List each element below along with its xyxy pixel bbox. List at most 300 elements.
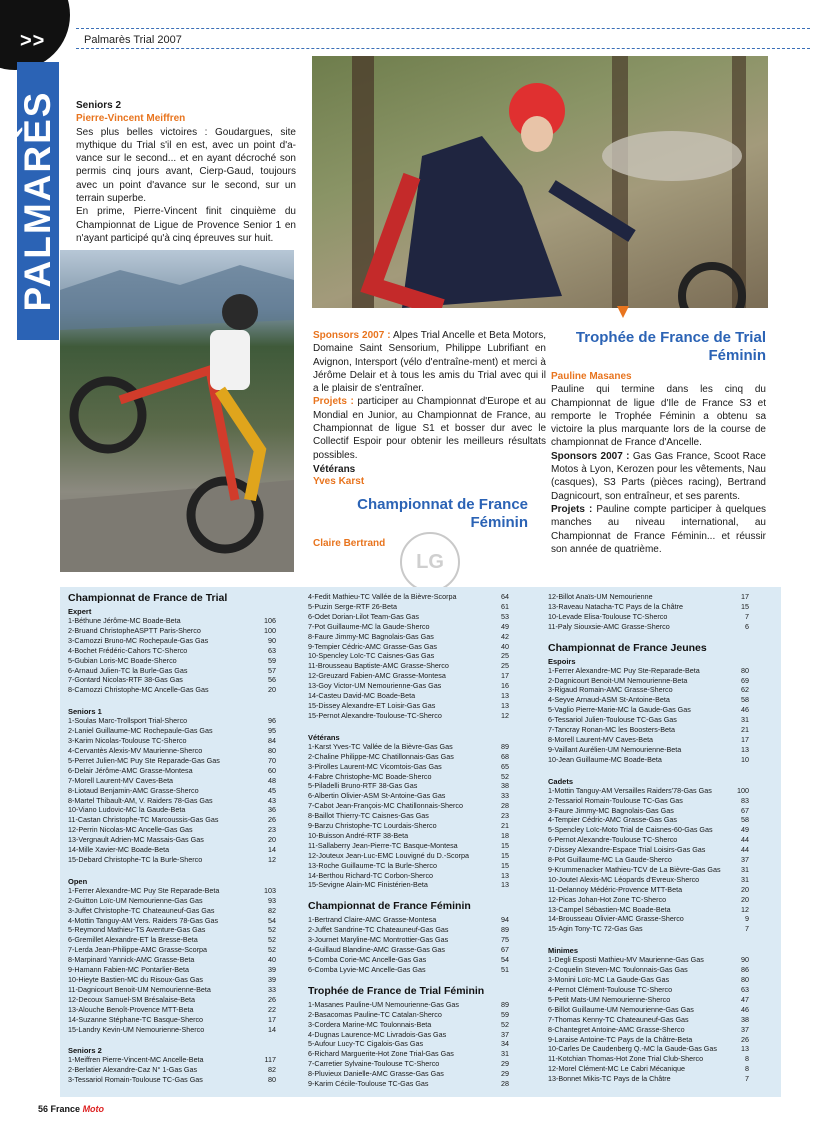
result-name: 2-Coquelin Steven-MC Toulonnais-Gas Gas: [548, 965, 688, 975]
result-name: 4-Pernot Clément-Toulouse TC-Sherco: [548, 985, 673, 994]
result-row: [68, 945, 290, 955]
result-name: 10-Jean Guillaume-MC Boade-Beta: [548, 754, 662, 764]
list-open: [68, 886, 290, 1035]
list-trophy: [308, 1000, 523, 1089]
result-points: 100: [264, 625, 276, 635]
result-name: 6-Billot Guillaume-UM Nemourienne-Gas Gas: [548, 1004, 694, 1014]
result-name: 11-Kotchian Thomas-Hot Zone Trial Club-Sherco: [548, 1054, 704, 1064]
result-row: [68, 955, 290, 965]
result-points: 52: [268, 935, 276, 945]
intro-paragraph-1: Ses plus belles victoires : Goudargues, site mythique du Trial s'il en est, avec un point d'a-vance sur le second... et en ayant décroché son permis cinq jours avant, Cierp-Gaud, toujours avec un point d'avance sur le second, sur un terrain superbe.: [76, 126, 296, 205]
result-name: 3-Faure Jimmy-MC Bagnolais-Gas Gas: [548, 805, 674, 815]
header-divider: [76, 48, 810, 49]
result-name: 1-Masanes Pauline-UM Nemourienne-Gas Gas: [308, 999, 460, 1009]
result-points: 31: [741, 864, 749, 874]
result-points: 6: [745, 621, 749, 631]
result-name: 14-Brousseau Olivier-AMC Grasse-Sherco: [548, 914, 684, 924]
result-row: [68, 726, 290, 736]
result-name: 8-Marpinard Yannick-AMC Grasse-Beta: [68, 955, 195, 965]
result-row: [308, 955, 523, 965]
list-minimes: [548, 955, 763, 1084]
result-points: 58: [741, 695, 749, 705]
result-points: 84: [268, 736, 276, 746]
result-points: 60: [268, 765, 276, 775]
result-name: 6-Tessariol Julien-Toulouse TC-Gas Gas: [548, 715, 677, 725]
result-points: 7: [745, 924, 749, 934]
result-row: [308, 831, 523, 841]
result-row: [548, 855, 763, 865]
result-points: 64: [501, 592, 509, 601]
result-points: 8: [745, 1054, 749, 1064]
result-name: 1-Degli Esposti Mathieu-MV Maurienne-Gas Gas: [548, 955, 704, 965]
result-row: [548, 806, 763, 816]
result-name: 9-Krummenacker Mathieu-TCV de La Bièvre-Gas Gas: [548, 864, 721, 874]
result-points: 15: [741, 601, 749, 611]
result-name: 11-Dagnicourt Benoit-UM Nemourienne-Beta: [68, 984, 211, 994]
result-row: [68, 925, 290, 935]
spacer: [68, 865, 290, 875]
watermark-logo: LG: [400, 532, 460, 592]
result-row: [308, 965, 523, 975]
list-trophy-cont: [548, 592, 763, 632]
result-row: [548, 1025, 763, 1035]
result-name: 5-Reymond Mathieu-TS Aventure-Gas Gas: [68, 925, 206, 935]
result-name: 7-Dissey Alexandre-Espace Trial Loisirs-Gas Gas: [548, 845, 706, 855]
results-title-jeunes: Championnat de France Jeunes: [548, 641, 707, 654]
result-row: [308, 762, 523, 772]
result-points: 42: [501, 631, 509, 641]
result-name: 9-Tempier Cédric-AMC Grasse-Gas Gas: [308, 641, 438, 651]
result-points: 13: [501, 691, 509, 701]
result-row: [308, 642, 523, 652]
result-row: [308, 752, 523, 762]
result-row: [68, 656, 290, 666]
page-title: Palmarès Trial 2007: [84, 34, 182, 46]
result-points: 8: [745, 1064, 749, 1074]
claire-name: Claire Bertrand: [313, 538, 386, 549]
result-row: [68, 815, 290, 825]
result-name: 5-Perret Julien-MC Puy Ste Reparade-Gas Gas: [68, 755, 220, 765]
result-name: 12-Greuzard Fabien-AMC Grasse-Montesa: [308, 671, 446, 681]
result-name: 4-Fedit Mathieu-TC Vallée de la Bièvre-Scorpa: [308, 592, 457, 601]
veterans-block: [313, 464, 364, 488]
result-name: 10-Buisson André-RTF 38-Beta: [308, 830, 409, 840]
result-points: 89: [501, 741, 509, 751]
result-row: [308, 851, 523, 861]
result-points: 34: [501, 1039, 509, 1049]
result-row: [308, 935, 523, 945]
result-name: 15-Debard Christophe-TC la Burle-Sherco: [68, 854, 203, 864]
result-name: 12-Decoux Samuel-SM Brésalaise-Beta: [68, 994, 196, 1004]
photo-rider-1: [60, 250, 294, 572]
result-row: [308, 1069, 523, 1079]
result-points: 80: [268, 745, 276, 755]
result-row: [308, 841, 523, 851]
result-row: [68, 786, 290, 796]
result-name: 3-Cordera Marine-MC Toulonnais-Beta: [308, 1019, 432, 1029]
result-row: [68, 636, 290, 646]
result-points: 58: [741, 815, 749, 825]
result-points: 68: [501, 751, 509, 761]
result-row: [548, 924, 763, 934]
result-row: [68, 756, 290, 766]
result-points: 89: [501, 999, 509, 1009]
list-expert: [68, 616, 290, 695]
results-column-2: [308, 592, 523, 1089]
result-points: 14: [268, 1024, 276, 1034]
result-row: [548, 735, 763, 745]
result-points: 15: [501, 850, 509, 860]
result-row: [548, 914, 763, 924]
result-row: [308, 1010, 523, 1020]
result-name: 6-Gremillet Alexandre-ET la Bresse-Beta: [68, 935, 198, 945]
result-row: [68, 1075, 290, 1085]
result-row: [308, 801, 523, 811]
spacer: [308, 721, 523, 731]
result-points: 20: [268, 685, 276, 695]
result-points: 65: [501, 761, 509, 771]
result-row: [68, 916, 290, 926]
result-points: 62: [741, 685, 749, 695]
result-points: 20: [268, 835, 276, 845]
result-name: 4-Mottin Tanguy-AM Vers. Raiders 78-Gas Gas: [68, 915, 219, 925]
caption-pointer: [617, 306, 629, 318]
result-name: 2-Juffet Sandrine-TC Chateauneuf-Gas Gas: [308, 925, 449, 935]
result-row: [308, 711, 523, 721]
result-points: 16: [501, 681, 509, 691]
result-row: [68, 666, 290, 676]
result-row: [68, 845, 290, 855]
result-row: [548, 745, 763, 755]
result-name: 10-Hieyte Bastien-MC du Risoux-Gas Gas: [68, 975, 204, 984]
result-name: 4-Tempier Cédric-AMC Grasse-Gas Gas: [548, 815, 678, 825]
result-name: 4-Cervantès Alexis-MV Maurienne-Sherco: [68, 745, 203, 755]
result-row: [548, 715, 763, 725]
result-points: 80: [741, 975, 749, 985]
result-name: 3-Rigaud Romain-AMC Grasse-Sherco: [548, 685, 673, 695]
result-name: 3-Karim Nicolas-Toulouse TC-Sherco: [68, 736, 187, 746]
header-divider-top: [76, 28, 810, 29]
result-row: [68, 685, 290, 695]
result-row: [308, 871, 523, 881]
result-name: 12-Picas Johan-Hot Zone TC-Sherco: [548, 894, 667, 904]
footer: [38, 1104, 104, 1114]
spacer: [548, 765, 763, 775]
result-name: 3-Juffet Christophe-TC Chateauneuf-Gas Gas: [68, 905, 215, 915]
result-row: [548, 825, 763, 835]
result-points: 12: [268, 854, 276, 864]
result-name: 13-Campel Sébastien-MC Boade-Beta: [548, 904, 671, 914]
result-name: 12-Billot Anaïs-UM Nemourienne: [548, 592, 653, 601]
result-name: 14-Suzanne Stéphane-TC Basque-Sherco: [68, 1014, 204, 1024]
result-points: 48: [268, 775, 276, 785]
intro-paragraph-2: En prime, Pierre-Vincent finit cinquième du Championnat de Ligue de Provence Senior 1 en n'ayant participé qu'à cinq épreuves sur huit.: [76, 206, 296, 244]
result-row: [308, 821, 523, 831]
result-points: 33: [268, 984, 276, 994]
result-row: [68, 935, 290, 945]
magazine-name-moto: Moto: [82, 1104, 105, 1114]
result-row: [68, 906, 290, 916]
result-row: [548, 905, 763, 915]
result-name: 3-Tessariol Romain-Toulouse TC-Gas Gas: [68, 1075, 203, 1085]
result-row: [68, 776, 290, 786]
result-row: [308, 612, 523, 622]
result-row: [68, 736, 290, 746]
result-points: 37: [741, 855, 749, 865]
results-panel: [60, 587, 781, 1097]
result-points: 9: [745, 914, 749, 924]
sponsors-block: [313, 329, 546, 462]
result-name: 14-Mille Xavier-MC Boade-Beta: [68, 845, 170, 855]
result-name: 5-Petit Mats-UM Nemourienne-Sherco: [548, 994, 671, 1004]
result-name: 7-Thomas Kenny-TC Chateauneuf-Gas Gas: [548, 1014, 689, 1024]
result-points: 31: [741, 715, 749, 725]
result-points: 54: [268, 915, 276, 925]
result-row: [308, 945, 523, 955]
result-name: 8-Martel Thibault-AM, V. Raiders 78-Gas Gas: [68, 795, 213, 805]
result-points: 40: [501, 641, 509, 651]
header-arrows: >>: [20, 30, 46, 52]
result-points: 89: [501, 925, 509, 935]
result-row: [308, 592, 523, 602]
result-points: 67: [501, 945, 509, 955]
result-row: [68, 766, 290, 776]
result-name: 6-Arnaud Julien-TC la Burle-Gas Gas: [68, 665, 188, 675]
result-name: 6-Odet Dorian-Lilot Team-Gas Gas: [308, 611, 419, 621]
result-row: [68, 626, 290, 636]
result-points: 103: [264, 885, 276, 895]
result-name: 7-Lerda Jean-Philippe-AMC Grasse-Scorpa: [68, 945, 208, 955]
result-name: 8-Pot Guillaume-MC La Gaude-Sherco: [548, 855, 672, 865]
result-row: [308, 861, 523, 871]
result-row: [548, 835, 763, 845]
projets-label: Projets :: [313, 396, 354, 408]
list-veterans: [308, 742, 523, 891]
result-row: [548, 612, 763, 622]
list-cadets: [548, 786, 763, 935]
result-points: 106: [264, 616, 276, 625]
result-name: 2-Dagnicourt Benoit-UM Nemourienne-Beta: [548, 675, 688, 685]
result-points: 52: [501, 1019, 509, 1029]
result-name: 2-Guitton Loïc-UM Nemourienne-Gas Gas: [68, 895, 203, 905]
category-cadets: Cadets: [548, 776, 574, 786]
result-points: 43: [268, 795, 276, 805]
result-row: [68, 646, 290, 656]
result-points: 12: [501, 710, 509, 720]
result-row: [308, 880, 523, 890]
page-number: 56: [38, 1104, 49, 1114]
result-row: [548, 815, 763, 825]
result-row: [548, 622, 763, 632]
veterans-name: Yves Karst: [313, 476, 365, 487]
result-points: 17: [741, 734, 749, 744]
result-row: [548, 975, 763, 985]
result-name: 10-Levade Elisa-Toulouse TC-Sherco: [548, 611, 668, 621]
category-espoirs: Espoirs: [548, 656, 576, 666]
result-name: 8-Chantegret Antoine-AMC Grasse-Sherco: [548, 1024, 685, 1034]
result-name: 9-Vaillant Aurélien-UM Nemourienne-Beta: [548, 744, 682, 754]
result-points: 14: [268, 845, 276, 855]
result-row: [548, 1074, 763, 1084]
trophy-paragraph-1: Pauline qui termine dans les cinq du Championnat de ligue d'Ile de France S3 et remporte le Trophée Féminin a obtenu sa victoire la plus marquante lors de la course de championnat de France d'Ancelle.: [551, 384, 766, 449]
list-feminin: [308, 915, 523, 974]
result-name: 3-Pirolles Laurent-MC Vicomtois-Gas Gas: [308, 761, 442, 771]
result-points: 12: [741, 904, 749, 914]
result-name: 8-Morell Laurent-MV Caves-Beta: [548, 734, 654, 744]
result-row: [308, 651, 523, 661]
result-points: 17: [741, 592, 749, 601]
intro-article: [76, 99, 296, 245]
result-row: [548, 955, 763, 965]
result-points: 47: [741, 994, 749, 1004]
result-name: 13-Vergnault Adrien-MC Massais-Gas Gas: [68, 835, 204, 845]
result-row: [308, 681, 523, 691]
result-name: 7-Carretier Sylvaine-Toulouse TC-Sherco: [308, 1059, 440, 1069]
result-name: 2-Berlatier Alexandre-Caz N° 1-Gas Gas: [68, 1065, 198, 1075]
result-points: 26: [268, 994, 276, 1004]
result-name: 1-Meiffren Pierre-Vincent-MC Ancelle-Beta: [68, 1055, 204, 1065]
result-name: 8-Faure Jimmy-MC Bagnolais-Gas Gas: [308, 631, 434, 641]
result-points: 44: [741, 835, 749, 845]
intro-name: Pierre-Vincent Meiffren: [76, 113, 186, 125]
result-row: [308, 671, 523, 681]
result-name: 3-Camozzi Bruno-MC Rochepaule-Gas Gas: [68, 635, 209, 645]
photo-rider-2-art: [312, 56, 768, 308]
trophy-sponsors-text: Gas Gas France, Scoot Race Motos à Lyon, Kerozen pour les vêtements, Nau (casques), S3 Parts (pièces racing), Bertrand Dagnicourt, son entraîneur, et ses parents.: [551, 450, 766, 502]
result-name: 1-Bertrand Claire-AMC Grasse-Montesa: [308, 915, 437, 925]
result-name: 3-Journet Maryline-MC Montrottier-Gas Gas: [308, 935, 449, 945]
result-points: 23: [268, 825, 276, 835]
result-points: 10: [741, 754, 749, 764]
result-row: [68, 855, 290, 865]
result-row: [308, 781, 523, 791]
result-name: 13-Alouche Benoît-Provence MTT-Beta: [68, 1004, 194, 1014]
result-points: 117: [264, 1055, 276, 1065]
result-points: 96: [268, 716, 276, 726]
result-points: 37: [741, 1024, 749, 1034]
result-points: 80: [741, 665, 749, 675]
result-row: [308, 1039, 523, 1049]
result-row: [548, 865, 763, 875]
photo-rider-1-art: [60, 250, 294, 572]
category-open: Open: [68, 876, 88, 886]
result-row: [68, 1065, 290, 1075]
result-row: [308, 1020, 523, 1030]
result-points: 54: [501, 955, 509, 964]
result-name: 11-Castan Christophe-TC Marcoussis-Gas Gas: [68, 815, 219, 825]
result-name: 2-Laniel Guillaume-MC Rochepaule-Gas Gas: [68, 726, 213, 736]
result-points: 7: [745, 611, 749, 621]
result-row: [68, 975, 290, 985]
result-row: [548, 666, 763, 676]
result-name: 6-Comba Lyvie-MC Ancelle-Gas Gas: [308, 964, 426, 974]
result-name: 12-Perrin Nicolas-MC Ancelle-Gas Gas: [68, 825, 193, 835]
result-row: [68, 796, 290, 806]
result-row: [308, 602, 523, 612]
result-name: 2-Tessariol Romain-Toulouse TC-Gas Gas: [548, 795, 683, 805]
result-name: 7-Cabot Jean-François-MC Chatillonnais-Sherco: [308, 801, 463, 811]
result-name: 8-Pluvieux Danielle-AMC Grasse-Gas Gas: [308, 1069, 444, 1079]
result-points: 95: [268, 726, 276, 736]
side-word: PALMARÈS: [17, 90, 58, 312]
result-name: 13-Goy Victor-UM Nemourienne-Gas Gas: [308, 681, 442, 691]
result-points: 31: [741, 874, 749, 884]
result-row: [548, 1054, 763, 1064]
result-row: [548, 602, 763, 612]
result-row: [548, 592, 763, 602]
results-title-trial: Championnat de France de Trial: [68, 592, 228, 604]
spacer: [68, 695, 290, 705]
result-name: 7-Pot Guillaume-MC la Gaude-Sherco: [308, 621, 430, 631]
result-points: 36: [268, 805, 276, 815]
result-points: 100: [737, 785, 749, 795]
result-name: 6-Delair Jérôme-AMC Grasse-Montesa: [68, 765, 193, 775]
result-name: 10-Jouteï Alexis-MC Léopards d'Evreux-Sherco: [548, 874, 700, 884]
result-row: [68, 746, 290, 756]
list-seniors-2: [68, 1055, 290, 1085]
result-row: [68, 1005, 290, 1015]
result-name: 7-Morell Laurent-MV Caves-Beta: [68, 775, 174, 785]
trophy-projets-label: Projets :: [551, 503, 593, 515]
result-name: 6-Pernot Alexandre-Toulouse TC-Sherco: [548, 835, 678, 845]
trophy-sponsors-label: Sponsors 2007 :: [551, 450, 630, 462]
result-points: 40: [268, 955, 276, 965]
sponsors-paragraph: [313, 329, 546, 395]
result-points: 82: [268, 905, 276, 915]
result-row: [548, 895, 763, 905]
result-points: 22: [268, 1004, 276, 1014]
result-row: [548, 685, 763, 695]
result-points: 38: [501, 781, 509, 791]
result-row: [68, 805, 290, 815]
result-name: 2-Bruand ChristopheASPTT Paris-Sherco: [68, 625, 201, 635]
results-column-1: [68, 592, 290, 1085]
champ-feminin-title: Championnat de France Féminin: [357, 496, 528, 531]
result-points: 90: [268, 635, 276, 645]
result-name: 10-Carles De Caudenberg Q.-MC la Gaude-Gas Gas: [548, 1044, 717, 1054]
result-points: 13: [501, 700, 509, 710]
result-name: 6-Richard Marguerite-Hot Zone Trial-Gas Gas: [308, 1049, 454, 1059]
result-name: 15-Dissey Alexandre-ET Loisir-Gas Gas: [308, 700, 436, 710]
result-name: 15-Agin Tony-TC 72-Gas Gas: [548, 924, 643, 934]
result-name: 1-Ferrer Alexandre-MC Puy Ste Reparade-Beta: [68, 885, 220, 895]
trophy-projets-text: Pauline compte participer à quelques manches au niveau international, au Championnat de France Féminin... et réussir son année de quatrième.: [551, 503, 767, 555]
result-row: [68, 716, 290, 726]
result-name: 4-Bochet Frédéric-Cahors TC-Sherco: [68, 645, 188, 655]
result-points: 28: [501, 1079, 509, 1089]
result-row: [68, 1055, 290, 1065]
result-name: 5-Vaglio Pierre-Marie-MC la Gaude-Gas Gas: [548, 705, 691, 715]
result-points: 39: [268, 965, 276, 975]
result-name: 11-Sallaberry Jean-Pierre-TC Basque-Montesa: [308, 840, 458, 850]
result-row: [548, 845, 763, 855]
result-row: [308, 1000, 523, 1010]
result-points: 70: [268, 755, 276, 765]
result-points: 21: [741, 725, 749, 735]
result-row: [548, 796, 763, 806]
result-points: 67: [741, 805, 749, 815]
category-seniors-2: Seniors 2: [68, 1046, 102, 1056]
result-row: [308, 742, 523, 752]
result-points: 37: [501, 1029, 509, 1039]
result-row: [548, 676, 763, 686]
result-row: [68, 985, 290, 995]
result-points: 51: [501, 964, 509, 974]
result-points: 26: [741, 1034, 749, 1044]
list-espoirs: [548, 666, 763, 765]
result-row: [68, 896, 290, 906]
result-points: 94: [501, 915, 509, 925]
